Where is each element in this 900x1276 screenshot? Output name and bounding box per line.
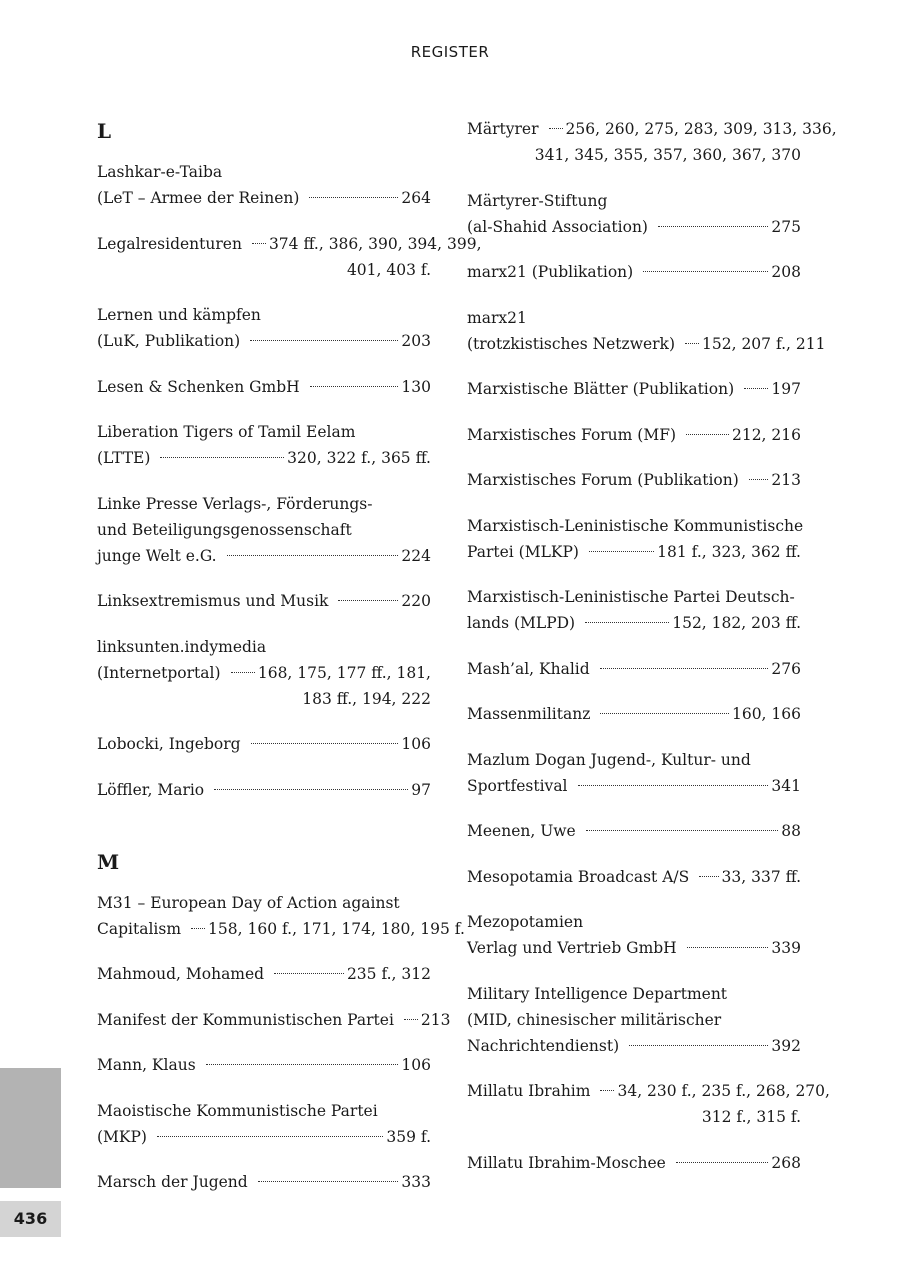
entry-last-line <box>97 588 431 614</box>
index-entry <box>97 731 431 757</box>
dot-leader <box>274 973 344 974</box>
index-entry <box>97 634 431 712</box>
entry-last-line <box>97 916 465 942</box>
index-entry <box>467 981 801 1059</box>
dot-leader <box>658 226 768 227</box>
entry-last-line <box>97 961 431 987</box>
entry-term: Lesen & Schenken GmbH <box>97 377 300 396</box>
entry-term: junge Welt e.G. <box>97 546 217 565</box>
letter-heading: L <box>97 119 112 143</box>
dot-leader <box>338 600 398 601</box>
entry-last-line <box>467 935 801 961</box>
page-references: 220 <box>401 592 431 610</box>
entry-last-line <box>467 331 826 357</box>
entry-term: Millatu Ibrahim-Moschee <box>467 1153 666 1172</box>
page-references: 160, 166 <box>731 705 801 723</box>
entry-term-line: und Beteiligungsgenossenschaft <box>97 520 352 539</box>
entry-last-line <box>97 1052 431 1078</box>
entry-last-line <box>467 116 837 142</box>
entry-term: (LuK, Publikation) <box>97 332 241 350</box>
entry-last-line <box>97 777 431 803</box>
index-entry <box>97 961 431 987</box>
index-entry <box>97 302 431 354</box>
entry-last-line <box>97 374 431 400</box>
entry-term: marx21 (Publikation) <box>467 263 634 281</box>
page-references: 276 <box>771 659 801 678</box>
page-number: 436 <box>0 1201 61 1237</box>
index-entry <box>97 159 431 211</box>
entry-term-line: Lashkar-e-Taiba <box>97 163 223 181</box>
dot-leader <box>310 386 399 387</box>
entry-term: lands (MLPD) <box>467 614 576 632</box>
index-entry <box>467 1078 830 1130</box>
entry-term-line: M31 – European Day of Action against <box>97 893 400 912</box>
dot-leader <box>549 128 563 129</box>
dot-leader <box>404 1019 418 1020</box>
entry-last-line <box>467 864 801 890</box>
entry-last-line <box>467 818 801 844</box>
dot-leader <box>206 1064 399 1065</box>
page-references: 235 f., 312 <box>346 965 431 983</box>
index-entry <box>97 890 465 942</box>
index-entry <box>467 116 837 168</box>
index-entry <box>97 374 431 400</box>
index-entry <box>97 491 431 569</box>
entry-last-line <box>467 214 801 240</box>
entry-term: (al-Shahid Association) <box>467 217 648 236</box>
index-column-left <box>97 118 482 1215</box>
entry-term: Capitalism <box>97 919 182 938</box>
dot-leader <box>744 388 768 389</box>
dot-leader <box>258 1181 399 1182</box>
index-entry <box>97 231 482 283</box>
page-references: 33, 337 ff. <box>721 867 801 886</box>
page-references: 268 <box>771 1153 801 1172</box>
entry-term-line: Marxistisch-Leninistische Partei Deutsch- <box>467 588 795 606</box>
entry-last-line <box>467 656 801 682</box>
dot-leader <box>250 340 398 341</box>
index-entry <box>467 864 801 890</box>
entry-term-line: Mazlum Dogan Jugend-, Kultur- und <box>467 750 751 769</box>
entry-term: Mahmoud, Mohamed <box>97 965 265 983</box>
index-entry <box>467 376 801 402</box>
dot-leader <box>676 1162 769 1163</box>
entry-last-line <box>97 1124 431 1150</box>
dot-leader <box>643 271 768 272</box>
entry-last-line <box>467 610 801 636</box>
dot-leader <box>252 243 266 244</box>
index-entry <box>467 747 801 799</box>
entry-term: Millatu Ibrahim <box>467 1082 591 1100</box>
page-references: 275 <box>771 217 801 236</box>
entry-last-line <box>97 328 431 354</box>
index-entry <box>97 1007 451 1033</box>
entry-term: Partei (MLKP) <box>467 542 579 561</box>
page-references: 130 <box>401 377 431 396</box>
index-entry <box>467 188 801 240</box>
entry-term: Linksextremismus und Musik <box>97 592 329 610</box>
entry-last-line <box>467 1150 801 1176</box>
page-references: 203 <box>401 332 431 350</box>
index-column-right <box>467 116 837 1195</box>
entry-last-line <box>97 731 431 757</box>
page-references: 224 <box>401 546 431 565</box>
dot-leader <box>251 743 399 744</box>
entry-term-line: Lernen und kämpfen <box>97 306 261 324</box>
entry-last-line <box>467 1078 830 1104</box>
entry-last-line <box>467 467 801 493</box>
entry-term: Marsch der Jugend <box>97 1173 248 1191</box>
page-references: 339 <box>771 939 801 957</box>
entry-term: Mash’al, Khalid <box>467 659 590 678</box>
dot-leader <box>749 479 769 480</box>
page-references-continued: 401, 403 f. <box>346 260 431 279</box>
entry-term-line: Liberation Tigers of Tamil Eelam <box>97 423 356 441</box>
page-references: 181 f., 323, 362 ff. <box>657 542 801 561</box>
page-references: 359 f. <box>386 1127 431 1146</box>
entry-last-line <box>97 231 482 257</box>
page-references: 106 <box>401 1056 431 1074</box>
index-entry <box>97 1052 431 1078</box>
index-entry <box>467 818 801 844</box>
entry-last-line <box>467 259 801 285</box>
page-references-continued: 312 f., 315 f. <box>701 1108 801 1126</box>
entry-last-line <box>467 376 801 402</box>
dot-leader <box>686 434 729 435</box>
entry-last-line <box>97 1007 451 1033</box>
page-references: 168, 175, 177 ff., 181, <box>257 663 431 682</box>
entry-last-line <box>467 422 801 448</box>
entry-term: Marxistisches Forum (Publikation) <box>467 471 739 489</box>
dot-leader <box>687 947 769 948</box>
entry-term: Legalresidenturen <box>97 234 242 253</box>
index-entry <box>97 1169 431 1195</box>
entry-term: (Internetportal) <box>97 663 221 682</box>
entry-term: Märtyrer <box>467 120 539 138</box>
page-references: 264 <box>401 189 431 207</box>
entry-term-line: Marxistisch-Leninistische Kommunistische <box>467 516 804 535</box>
entry-term-line: Märtyrer-Stiftung <box>467 191 608 210</box>
page-references: 97 <box>411 780 431 799</box>
index-entry <box>467 305 826 357</box>
index-entry <box>467 656 801 682</box>
entry-term: Manifest der Kommunistischen Partei <box>97 1010 394 1029</box>
index-entry <box>467 701 801 727</box>
page-references: 392 <box>771 1036 801 1055</box>
dot-leader <box>227 555 399 556</box>
entry-term-line: linksunten.indymedia <box>97 637 267 656</box>
index-entry <box>467 422 801 448</box>
entry-term: Lobocki, Ingeborg <box>97 735 241 753</box>
entry-term: Nachrichtendienst) <box>467 1036 620 1055</box>
dot-leader <box>309 197 398 198</box>
entry-last-line <box>467 539 801 565</box>
entry-term: Marxistische Blätter (Publikation) <box>467 380 735 398</box>
letter-heading: M <box>97 849 120 874</box>
entry-term-line: Mezopotamien <box>467 913 584 931</box>
page-references-continued: 341, 345, 355, 357, 360, 367, 370 <box>534 146 801 164</box>
entry-term: Mesopotamia Broadcast A/S <box>467 867 690 886</box>
index-entry <box>467 259 801 285</box>
dot-leader <box>600 1090 614 1091</box>
page-references: 158, 160 f., 171, 174, 180, 195 f. <box>208 919 465 938</box>
entry-last-line <box>97 660 431 686</box>
entry-term: (LeT – Armee der Reinen) <box>97 189 300 207</box>
dot-leader <box>589 551 654 552</box>
dot-leader <box>231 672 255 673</box>
running-header: REGISTER <box>410 43 490 61</box>
dot-leader <box>685 343 699 344</box>
dot-leader <box>191 928 205 929</box>
page-references: 34, 230 f., 235 f., 268, 270, <box>617 1082 830 1100</box>
entry-term: Mann, Klaus <box>97 1056 196 1074</box>
page-references: 212, 216 <box>731 425 801 444</box>
dot-leader <box>578 785 769 786</box>
entry-term-line: Maoistische Kommunistische Partei <box>97 1101 378 1120</box>
dot-leader <box>600 713 729 714</box>
page-references: 213 <box>420 1010 451 1029</box>
dot-leader <box>699 876 718 877</box>
entry-last-line <box>97 1169 431 1195</box>
page-references: 320, 322 f., 365 ff. <box>287 449 431 467</box>
dot-leader <box>160 457 284 458</box>
entry-last-line <box>97 185 431 211</box>
entry-term: Verlag und Vertrieb GmbH <box>467 939 677 957</box>
page-references: 152, 182, 203 ff. <box>672 614 801 632</box>
entry-term: Massenmilitanz <box>467 705 591 723</box>
entry-last-line <box>467 773 801 799</box>
page-references: 152, 207 f., 211 <box>702 334 826 353</box>
entry-term: (LTTE) <box>97 449 151 467</box>
page-references: 341 <box>771 776 801 795</box>
index-entry <box>467 584 801 636</box>
entry-term-line: marx21 <box>467 308 527 327</box>
dot-leader <box>214 789 408 790</box>
dot-leader <box>600 668 769 669</box>
entry-last-line <box>97 543 431 569</box>
thumb-index-tab <box>0 1068 61 1188</box>
index-entry <box>467 909 801 961</box>
dot-leader <box>629 1045 768 1046</box>
entry-last-line <box>467 1033 801 1059</box>
page-references-continued: 183 ff., 194, 222 <box>302 689 431 708</box>
page-references: 88 <box>781 822 801 840</box>
index-entry <box>467 1150 801 1176</box>
index-entry <box>97 1098 431 1150</box>
page-references: 106 <box>401 735 431 753</box>
page-references: 208 <box>771 263 801 281</box>
entry-term-line: Military Intelligence Department <box>467 984 728 1003</box>
dot-leader <box>157 1136 383 1137</box>
entry-term: (trotzkistisches Netzwerk) <box>467 334 675 353</box>
entry-term: Löffler, Mario <box>97 780 205 799</box>
entry-term-line: Linke Presse Verlags-, Förderungs- <box>97 494 373 513</box>
page-references: 256, 260, 275, 283, 309, 313, 336, <box>565 120 837 138</box>
dot-leader <box>586 830 779 831</box>
entry-last-line <box>97 445 431 471</box>
entry-term: Meenen, Uwe <box>467 822 576 840</box>
page-references: 374 ff., 386, 390, 394, 399, <box>268 234 482 253</box>
page-references: 213 <box>771 471 801 489</box>
index-entry <box>467 467 801 493</box>
index-entry <box>97 419 431 471</box>
index-entry <box>97 777 431 803</box>
page-references: 333 <box>401 1173 431 1191</box>
entry-term: Sportfestival <box>467 776 568 795</box>
page-references: 197 <box>771 380 801 398</box>
index-entry <box>467 513 804 565</box>
entry-last-line <box>467 701 801 727</box>
entry-term: (MKP) <box>97 1127 147 1146</box>
dot-leader <box>585 622 669 623</box>
entry-term: Marxistisches Forum (MF) <box>467 425 677 444</box>
index-entry <box>97 588 431 614</box>
entry-term-line: (MID, chinesischer militärischer <box>467 1010 722 1029</box>
